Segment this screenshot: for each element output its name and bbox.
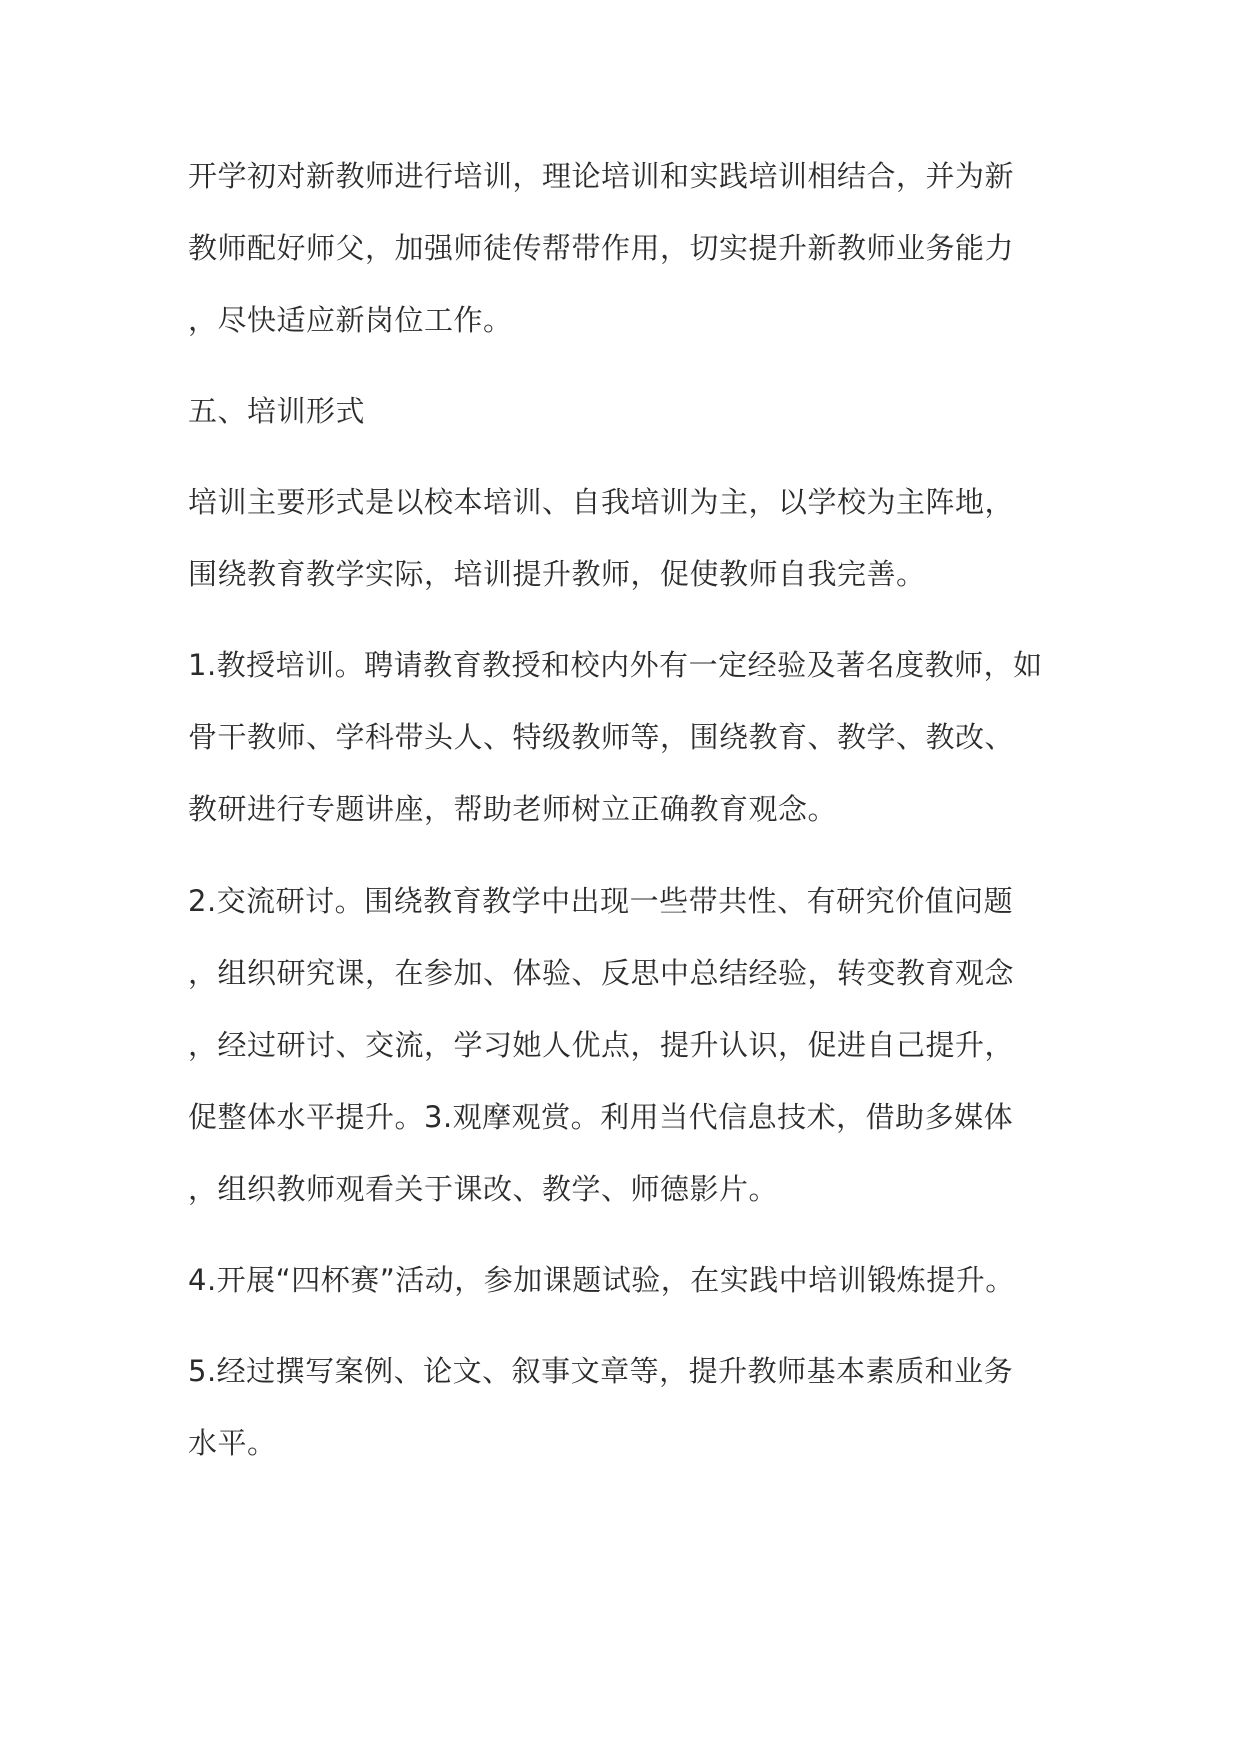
- paragraph-line: ，组织研究课，在参加、体验、反思中总结经验，转变教育观念: [188, 956, 1015, 990]
- paragraph-line: 培训主要形式是以校本培训、自我培训为主，以学校为主阵地，: [188, 485, 1015, 519]
- section-heading: 五、培训形式: [188, 394, 366, 428]
- paragraph-line: ，尽快适应新岗位工作。: [188, 303, 513, 337]
- paragraph-line: 2.交流研讨。围绕教育教学中出现一些带共性、有研究价值问题: [188, 884, 1014, 918]
- paragraph-line: 水平。: [188, 1426, 277, 1460]
- paragraph-line: ，组织教师观看关于课改、教学、师德影片。: [188, 1172, 779, 1206]
- paragraph-line: 骨干教师、学科带头人、特级教师等，围绕教育、教学、教改、: [188, 720, 1015, 754]
- paragraph-line: 4.开展“四杯赛”活动，参加课题试验，在实践中培训锻炼提升。: [188, 1263, 1015, 1297]
- paragraph-line: 围绕教育教学实际，培训提升教师，促使教师自我完善。: [188, 557, 926, 591]
- paragraph-line: 教研进行专题讲座，帮助老师树立正确教育观念。: [188, 792, 838, 826]
- paragraph-line: 促整体水平提升。3.观摩观赏。利用当代信息技术，借助多媒体: [188, 1100, 1014, 1134]
- paragraph-line: 教师配好师父，加强师徒传帮带作用，切实提升新教师业务能力: [188, 231, 1015, 265]
- paragraph-line: 5.经过撰写案例、论文、叙事文章等，提升教师基本素质和业务: [188, 1354, 1014, 1388]
- paragraph-line: 开学初对新教师进行培训，理论培训和实践培训相结合，并为新: [188, 159, 1015, 193]
- paragraph-line: 1.教授培训。聘请教育教授和校内外有一定经验及著名度教师，如: [188, 648, 1043, 682]
- paragraph-line: ，经过研讨、交流，学习她人优点，提升认识，促进自己提升，: [188, 1028, 1015, 1062]
